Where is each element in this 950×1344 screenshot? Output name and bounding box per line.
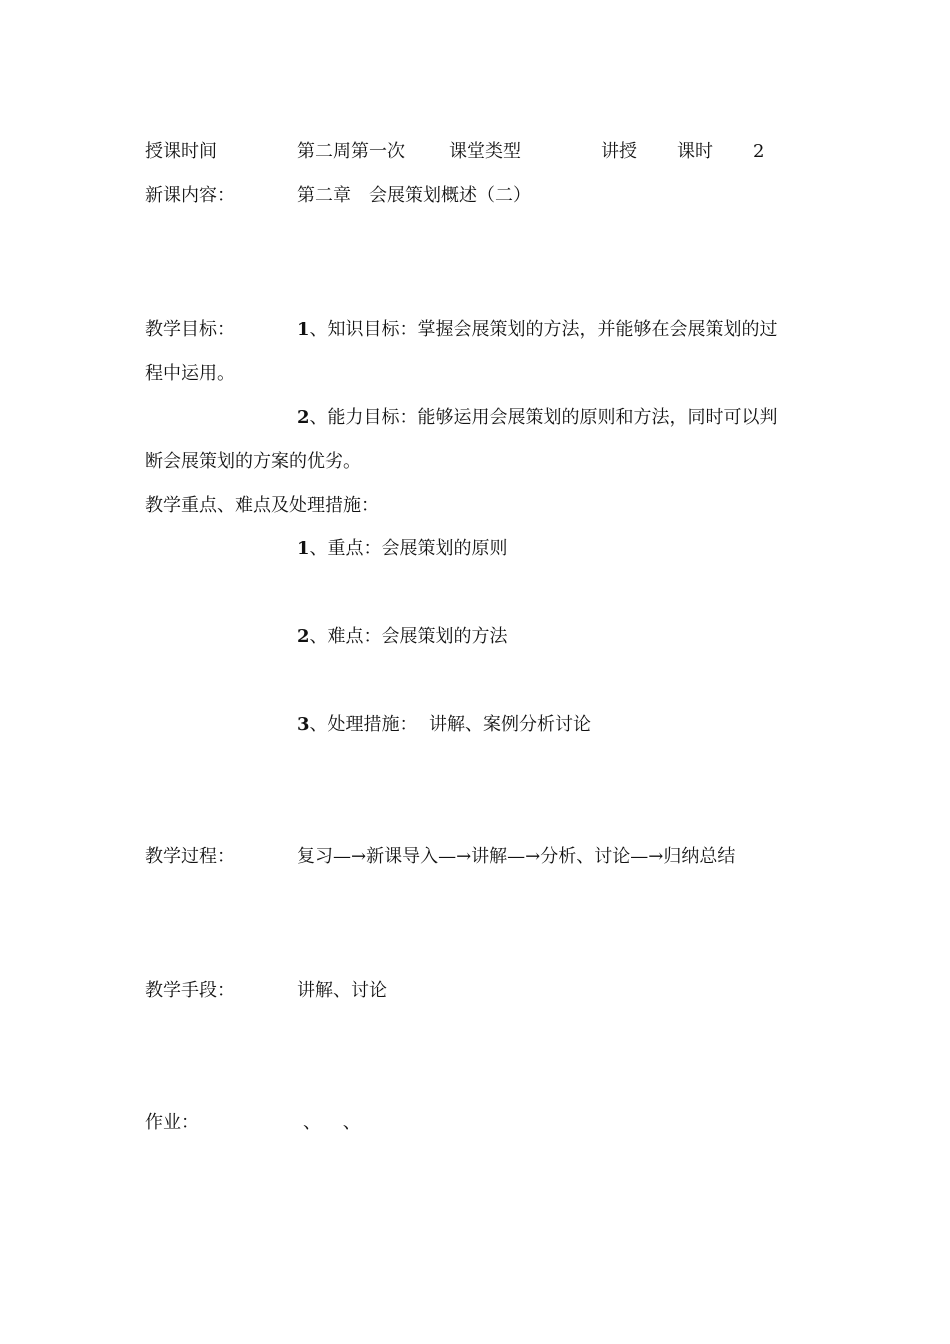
objective-1-text: 、知识目标：掌握会展策划的方法，并能够在会展策划的过 bbox=[309, 319, 778, 340]
key-point-2-text: 、难点：会展策划的方法 bbox=[309, 626, 508, 647]
value-class-time: 第二周第一次 bbox=[297, 141, 405, 162]
objective-1-continuation: 程中运用。 bbox=[145, 363, 235, 384]
value-class-type: 讲授 bbox=[601, 141, 637, 162]
key-point-2-number: 2 bbox=[297, 626, 310, 647]
objective-2 bbox=[297, 406, 778, 430]
label-key-points: 教学重点、难点及处理措施： bbox=[145, 495, 379, 516]
label-class-hours: 课时 bbox=[677, 141, 713, 162]
objective-1-number: 1 bbox=[297, 319, 310, 340]
key-point-3-number: 3 bbox=[297, 714, 310, 735]
value-process: 复习—→新课导入—→讲解—→分析、讨论—→归纳总结 bbox=[297, 846, 736, 867]
objective-2-continuation: 断会展策划的方案的优劣。 bbox=[145, 451, 361, 472]
objective-1 bbox=[297, 318, 778, 342]
label-objectives: 教学目标： bbox=[145, 319, 235, 340]
value-class-hours: 2 bbox=[753, 141, 765, 162]
value-new-lesson: 第二章 会展策划概述（二） bbox=[297, 185, 531, 206]
key-point-1-number: 1 bbox=[297, 538, 310, 559]
label-class-type: 课堂类型 bbox=[449, 141, 521, 162]
objective-2-number: 2 bbox=[297, 407, 310, 428]
label-new-lesson: 新课内容： bbox=[145, 185, 235, 206]
objective-2-text: 、能力目标：能够运用会展策划的原则和方法，同时可以判 bbox=[309, 407, 778, 428]
key-point-3-text: 、处理措施： 讲解、案例分析讨论 bbox=[309, 714, 591, 735]
value-homework: 、 、 bbox=[303, 1112, 369, 1133]
key-point-3 bbox=[297, 713, 591, 737]
label-homework: 作业： bbox=[145, 1112, 199, 1133]
key-point-1-text: 、重点：会展策划的原则 bbox=[309, 538, 508, 559]
key-point-1 bbox=[297, 537, 508, 561]
label-class-time: 授课时间 bbox=[145, 141, 217, 162]
label-process: 教学过程： bbox=[145, 846, 235, 867]
value-means: 讲解、讨论 bbox=[297, 980, 387, 1001]
key-point-2 bbox=[297, 625, 508, 649]
label-means: 教学手段： bbox=[145, 980, 235, 1001]
